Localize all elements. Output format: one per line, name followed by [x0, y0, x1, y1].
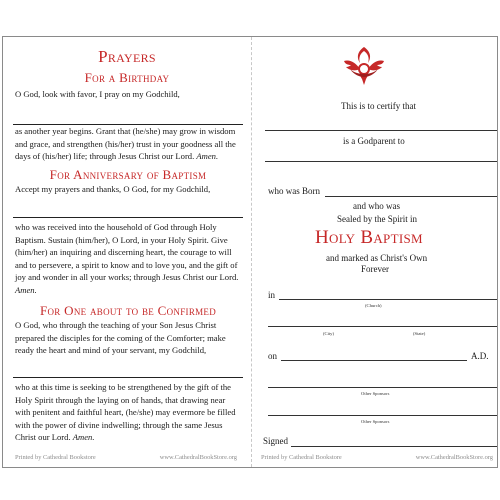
amen-2: Amen.: [15, 284, 37, 295]
confirmation-prayer-open: O God, who through the teaching of your Son Jesus Christ prepared the disciples for the coming of the Comforter; make ready the heart and mind of your servant, my Godchild,: [15, 320, 226, 355]
ad-label: A.D.: [471, 351, 489, 361]
church-caption: (Church): [365, 303, 382, 308]
birthday-prayer-close-block: [15, 125, 241, 163]
descending-dove-flame-icon: [338, 39, 390, 91]
other-sponsors-line-1[interactable]: [268, 387, 497, 388]
anniversary-close-block: [15, 221, 241, 296]
amen-3: Amen.: [72, 432, 95, 442]
left-footer: [15, 454, 237, 461]
anniversary-title: For Anniversary of Baptism: [49, 167, 207, 182]
city-caption: (City): [323, 331, 334, 336]
godchild-name-line[interactable]: [265, 161, 497, 162]
sealed-text: Sealed by the Spirit in: [337, 214, 417, 224]
marked-text: and marked as Christ's Own: [326, 253, 428, 263]
left-footer-website: www.CathedralBookStore.org: [159, 454, 237, 461]
city-state-line[interactable]: [268, 326, 497, 327]
confirmation-open-block: [15, 319, 241, 357]
certify-text: This is to certify that: [341, 101, 416, 111]
prayers-heading: Prayers: [98, 47, 156, 66]
birthday-prayer-open: O God, look with favor, I pray on my Godchild,: [15, 89, 180, 99]
godchild-name-line-2[interactable]: [13, 217, 243, 218]
left-footer-printer: Printed by Cathedral Bookstore: [15, 454, 96, 461]
birth-date-line[interactable]: [325, 196, 497, 197]
church-line[interactable]: [279, 299, 497, 300]
other-sponsors-line-2[interactable]: [268, 415, 497, 416]
anniversary-open-block: [15, 183, 241, 196]
confirmation-close-block: [15, 381, 241, 444]
and-who-was-text: and who was: [353, 201, 400, 211]
baptism-card: [2, 36, 498, 468]
anniversary-prayer-close: who was received into the household of God through Holy Baptism. Sustain (him/her), O Lord, in your Holy Spirit. Give (him/her) an inquiring and discerning heart, the courage to will and to persevere, a spirit to know and to love you, and the gift of joy and wonder in all your works; through Jesus Christ our Lord.: [15, 222, 239, 282]
birthday-title: For a Birthday: [84, 70, 170, 85]
state-caption: (State): [413, 331, 426, 336]
godparent-text: is a Godparent to: [343, 136, 405, 146]
anniversary-prayer-open: Accept my prayers and thanks, O God, for my Godchild,: [15, 184, 211, 194]
right-footer: [261, 454, 493, 461]
on-label: on: [268, 351, 277, 361]
fold-line: [251, 37, 252, 467]
holy-baptism-title: Holy Baptism: [315, 227, 423, 248]
forever-text: Forever: [361, 264, 389, 274]
other-sponsors-caption-2: Other Sponsors: [361, 419, 390, 424]
amen-1: Amen.: [196, 151, 219, 161]
godchild-name-line-3[interactable]: [13, 377, 243, 378]
confirmation-prayer-close: who at this time is seeking to be strengthened by the gift of the Holy Spirit through the laying on of hands, that drawing near with penitent and faithful heart, (he/she) may evermore be filled with the power of divine indwelling; through the same Jesus Christ our Lord.: [15, 382, 236, 442]
godparent-name-line[interactable]: [265, 130, 497, 131]
confirmation-title: For One about to be Confirmed: [39, 303, 217, 318]
born-text: who was Born: [268, 186, 320, 196]
signature-line[interactable]: [291, 446, 497, 447]
date-line[interactable]: [281, 360, 467, 361]
other-sponsors-caption-1: Other Sponsors: [361, 391, 390, 396]
right-footer-printer: Printed by Cathedral Bookstore: [261, 454, 342, 461]
signed-label: Signed: [263, 436, 289, 446]
right-footer-website: www.CathedralBookStore.org: [415, 454, 493, 461]
in-label: in: [268, 290, 276, 300]
birthday-prayer-close: as another year begins. Grant that (he/she) may grow in wisdom and grace, and strengthen (his/her) trust in your goodness all the days of (his/her) life; through Jesus Christ our Lord.: [15, 126, 236, 161]
